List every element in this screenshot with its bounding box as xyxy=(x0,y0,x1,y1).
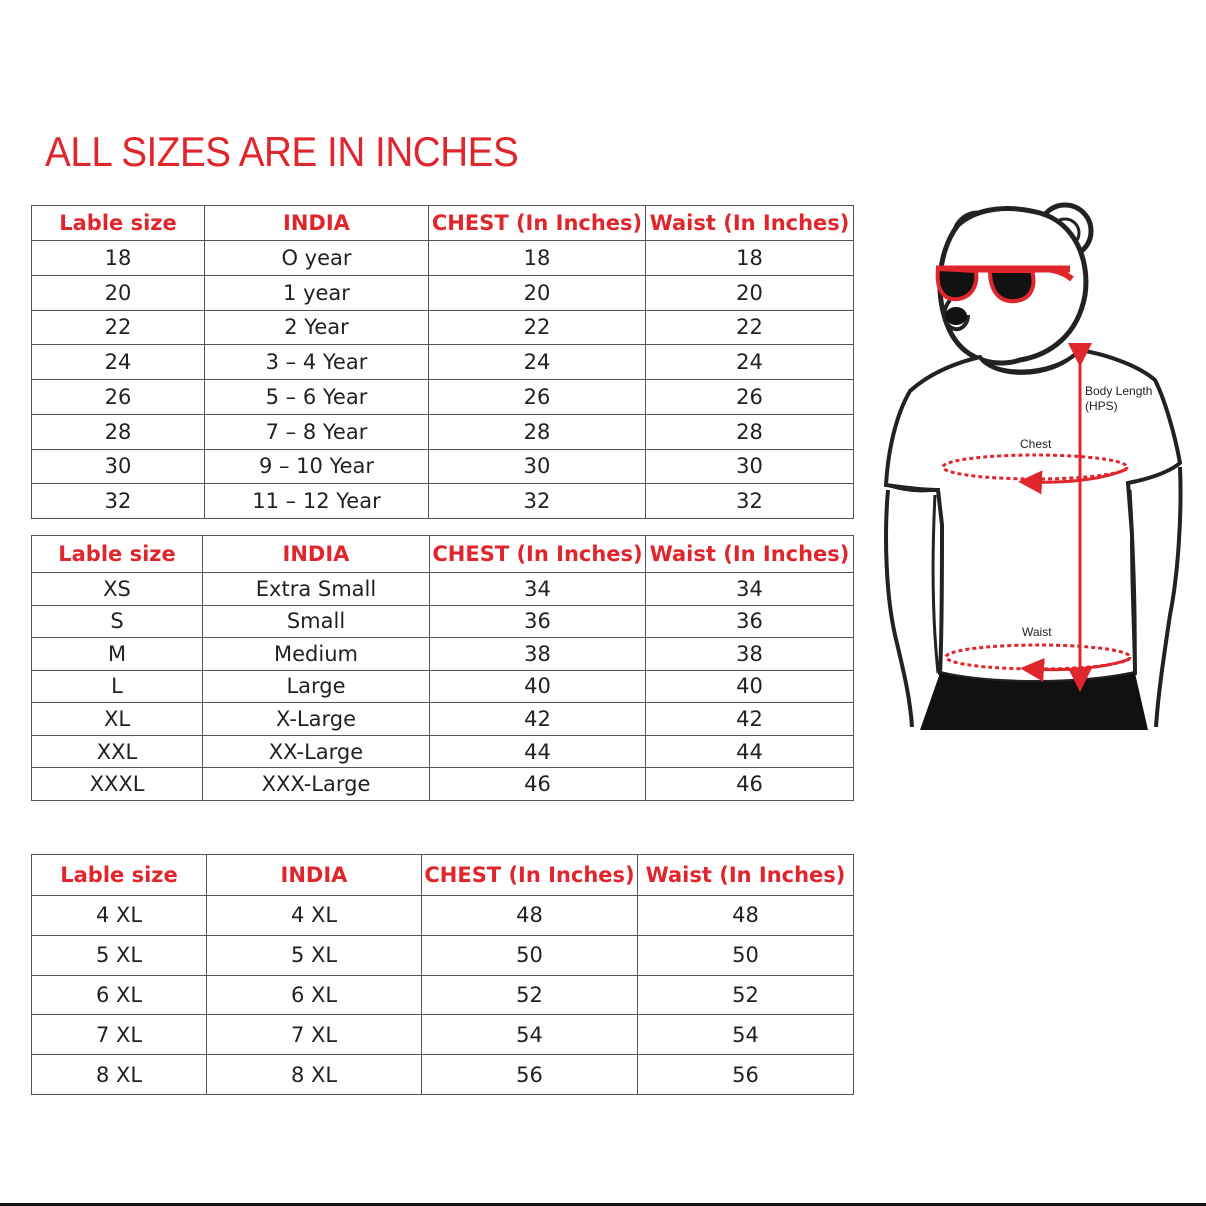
cell-india: 8 XL xyxy=(207,1055,422,1095)
cell-chest: 30 xyxy=(429,449,646,484)
table-row xyxy=(32,735,854,768)
table-row xyxy=(32,345,854,380)
cell-india: Extra Small xyxy=(203,573,430,606)
cell-waist: 40 xyxy=(646,670,854,703)
cell-india: 4 XL xyxy=(207,896,422,936)
cell-chest: 32 xyxy=(429,484,646,519)
cell-label-size: 20 xyxy=(32,275,205,310)
cell-waist: 20 xyxy=(646,275,854,310)
size-table-adult xyxy=(31,535,854,801)
cell-label-size: 6 XL xyxy=(32,975,207,1015)
cell-chest: 38 xyxy=(430,638,646,671)
header-label-size: Lable size xyxy=(32,855,207,896)
cell-chest: 56 xyxy=(422,1055,638,1095)
cell-chest: 52 xyxy=(422,975,638,1015)
cell-label-size: XL xyxy=(32,703,203,736)
table-row xyxy=(32,380,854,415)
cell-waist: 52 xyxy=(638,975,854,1015)
cell-india: 1 year xyxy=(205,275,429,310)
cell-chest: 22 xyxy=(429,310,646,345)
label-hps: (HPS) xyxy=(1085,399,1118,413)
cell-waist: 36 xyxy=(646,605,854,638)
cell-india: Medium xyxy=(203,638,430,671)
cell-waist: 42 xyxy=(646,703,854,736)
table-row xyxy=(32,484,854,519)
cell-waist: 56 xyxy=(638,1055,854,1095)
table-row xyxy=(32,703,854,736)
cell-label-size: 24 xyxy=(32,345,205,380)
cell-chest: 26 xyxy=(429,380,646,415)
table-row xyxy=(32,449,854,484)
table-header-row xyxy=(32,536,854,573)
header-chest: CHEST (In Inches) xyxy=(422,855,638,896)
table-row xyxy=(32,768,854,801)
cell-label-size: 18 xyxy=(32,241,205,276)
cell-chest: 42 xyxy=(430,703,646,736)
header-chest: CHEST (In Inches) xyxy=(429,206,646,241)
cell-label-size: M xyxy=(32,638,203,671)
size-table-plus xyxy=(31,854,854,1095)
cell-label-size: 30 xyxy=(32,449,205,484)
table-row xyxy=(32,896,854,936)
cell-label-size: XXL xyxy=(32,735,203,768)
page-title: ALL SIZES ARE IN INCHES xyxy=(45,128,519,175)
cell-india: O year xyxy=(205,241,429,276)
measurement-diagram xyxy=(880,195,1190,740)
cell-chest: 24 xyxy=(429,345,646,380)
cell-label-size: 5 XL xyxy=(32,935,207,975)
table-row xyxy=(32,1015,854,1055)
cell-label-size: 28 xyxy=(32,414,205,449)
cell-india: 5 – 6 Year xyxy=(205,380,429,415)
table-row xyxy=(32,1055,854,1095)
header-waist: Waist (In Inches) xyxy=(646,536,854,573)
cell-chest: 34 xyxy=(430,573,646,606)
cell-india: 3 – 4 Year xyxy=(205,345,429,380)
cell-waist: 28 xyxy=(646,414,854,449)
cell-india: 11 – 12 Year xyxy=(205,484,429,519)
cell-chest: 54 xyxy=(422,1015,638,1055)
cell-waist: 18 xyxy=(646,241,854,276)
cell-label-size: L xyxy=(32,670,203,703)
cell-chest: 48 xyxy=(422,896,638,936)
cell-india: 7 XL xyxy=(207,1015,422,1055)
table-row xyxy=(32,605,854,638)
cell-waist: 26 xyxy=(646,380,854,415)
header-india: INDIA xyxy=(203,536,430,573)
table-row xyxy=(32,573,854,606)
cell-india: XXX-Large xyxy=(203,768,430,801)
cell-chest: 50 xyxy=(422,935,638,975)
table-header-row xyxy=(32,206,854,241)
cell-waist: 38 xyxy=(646,638,854,671)
cell-india: 2 Year xyxy=(205,310,429,345)
table-row xyxy=(32,975,854,1015)
label-body-length: Body Length xyxy=(1085,384,1153,398)
cell-waist: 44 xyxy=(646,735,854,768)
table-header-row xyxy=(32,855,854,896)
cell-waist: 34 xyxy=(646,573,854,606)
cell-label-size: XXXL xyxy=(32,768,203,801)
bear-nose-icon xyxy=(945,307,967,325)
cell-label-size: 7 XL xyxy=(32,1015,207,1055)
label-waist: Waist xyxy=(1022,625,1052,639)
table-row xyxy=(32,241,854,276)
label-chest: Chest xyxy=(1020,437,1052,451)
cell-label-size: 8 XL xyxy=(32,1055,207,1095)
cell-waist: 46 xyxy=(646,768,854,801)
cell-chest: 36 xyxy=(430,605,646,638)
cell-chest: 20 xyxy=(429,275,646,310)
cell-waist: 50 xyxy=(638,935,854,975)
header-waist: Waist (In Inches) xyxy=(638,855,854,896)
cell-india: 7 – 8 Year xyxy=(205,414,429,449)
cell-waist: 48 xyxy=(638,896,854,936)
cell-label-size: 22 xyxy=(32,310,205,345)
cell-chest: 28 xyxy=(429,414,646,449)
table-row xyxy=(32,670,854,703)
cell-chest: 44 xyxy=(430,735,646,768)
cell-label-size: S xyxy=(32,605,203,638)
header-label-size: Lable size xyxy=(32,206,205,241)
cell-india: X-Large xyxy=(203,703,430,736)
cell-waist: 32 xyxy=(646,484,854,519)
cell-waist: 54 xyxy=(638,1015,854,1055)
cell-india: 9 – 10 Year xyxy=(205,449,429,484)
cell-chest: 18 xyxy=(429,241,646,276)
cell-waist: 24 xyxy=(646,345,854,380)
cell-india: 6 XL xyxy=(207,975,422,1015)
header-india: INDIA xyxy=(207,855,422,896)
cell-label-size: XS xyxy=(32,573,203,606)
cell-label-size: 32 xyxy=(32,484,205,519)
size-table-kids xyxy=(31,205,854,519)
table-row xyxy=(32,275,854,310)
cell-label-size: 26 xyxy=(32,380,205,415)
cell-india: Large xyxy=(203,670,430,703)
header-waist: Waist (In Inches) xyxy=(646,206,854,241)
header-chest: CHEST (In Inches) xyxy=(430,536,646,573)
cell-label-size: 4 XL xyxy=(32,896,207,936)
table-row xyxy=(32,414,854,449)
bear-mascot-tshirt-illustration xyxy=(880,195,1190,740)
cell-chest: 46 xyxy=(430,768,646,801)
cell-india: 5 XL xyxy=(207,935,422,975)
cell-chest: 40 xyxy=(430,670,646,703)
cell-waist: 30 xyxy=(646,449,854,484)
table-row xyxy=(32,935,854,975)
header-india: INDIA xyxy=(205,206,429,241)
table-row xyxy=(32,638,854,671)
cell-india: Small xyxy=(203,605,430,638)
cell-waist: 22 xyxy=(646,310,854,345)
table-row xyxy=(32,310,854,345)
header-label-size: Lable size xyxy=(32,536,203,573)
cell-india: XX-Large xyxy=(203,735,430,768)
